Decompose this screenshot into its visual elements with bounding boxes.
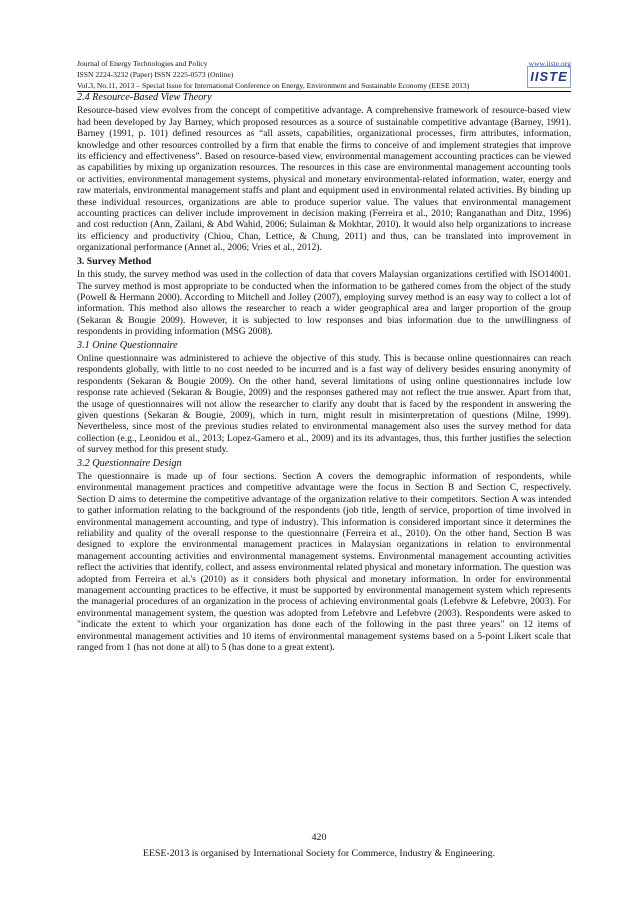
section-3-paragraph: In this study, the survey method was used in the collection of data that covers Malaysian organizations certified with ISO14001. The survey method is most appropriate to be conducted when the information to be gathered comes from the object of the study (Powell & Hermann 2000). According to Mitchell and Jolley (2007), employing survey method is an easy way to collect a lot of information. This method also allows the researcher to reach a wider geographical area and larger proportion of the group (Sekaran & Bougie 2009). However, it is subjected to low responses and bias information due to the unwillingness of respondents in providing information (MSG 2008). <box>77 269 571 338</box>
section-3-2-heading: 3.2 Questionnaire Design <box>77 457 182 469</box>
page-header <box>77 58 571 91</box>
journal-title: Journal of Energy Technologies and Policy <box>77 59 208 68</box>
volume-line: Vol.3, No.11, 2013 – Special Issue for International Conference on Energy, Environment and Sustainable Economy (EESE 2013) <box>77 81 470 90</box>
journal-url[interactable]: www.iiste.org <box>528 59 571 68</box>
section-2-4-heading: 2.4 Resource-Based View Theory <box>77 92 212 103</box>
iiste-logo: IISTE <box>527 66 571 88</box>
section-3-2-paragraph: The questionnaire is made up of four sections. Section A covers the demographic information of respondents, while environmental management practices and competitive advantage were the focus in Section B and Section C, respectively. Section D aims to determine the competitive advantage of the organization relative to their competitors. Section A was intended to gather information relating to the background of the respondents (job title, length of service, proportion of time involved in environmental management accounting, and type of industry). This information is considered important since it determines the reliability and quality of the overall response to the questionnaire (Ferreira et al., 2010). On the other hand, Section B was designed to explore the environmental management practices in Malaysian organizations in relation to environmental management accounting activities and environmental management systems. Environmental management accounting activities reflect the activities that identify, collect, and assess environmental related physical and monetary information. The question was adopted from Ferreira et al.'s (2010) as it considers both physical and monetary information. In order for environmental management accounting practices to be effective, it must be supported by environmental management system which represents the managerial procedures of an organization in the process of achieving environmental goals (Lefebvre & Lefebvre, 2003). For environmental management system, the question was adopted from Lefebvre and Lefebvre (2003). Respondents were asked to "indicate the extent to which your organization has done each of the following in the past three years" on 12 items of environmental management activities and 10 items of environmental management systems based on a 5-point Likert scale that ranged from 1 (has not done at all) to 5 (has done to a great extent). <box>77 471 571 654</box>
section-3-1-heading: 3.1 Onine Questionnaire <box>77 339 178 351</box>
page-number: 420 <box>311 832 327 843</box>
section-3-heading: 3. Survey Method <box>77 255 152 267</box>
issn-line: ISSN 2224-3232 (Paper) ISSN 2225-0573 (Online) <box>77 70 234 79</box>
footer-organiser: EESE-2013 is organised by International Society for Commerce, Industry & Engineering. <box>143 848 495 859</box>
section-3-1-paragraph: Online questionnaire was administered to achieve the objective of this study. This is because online questionnaires can reach respondents globally, with little to no cost needed to be incurred and is a fast way of delivery besides ensuring anonymity of respondents (Sekaran & Bougie 2009). On the other hand, several limitations of using online questionnaires include low response rate achieved (Sekaran & Bougie, 2009) and the responses gathered may not reflect the true answer. Apart from that, the usage of questionnaires will not allow the researcher to clarify any doubt that is faced by the respondent in answering the given questions (Sekaran & Bougie, 2009), which in turn, might result in misinterpretation of questions (Milne, 1999). Nevertheless, since most of the previous studies related to environmental management also uses the survey method for data collection (e.g., Leonidou et al., 2013; Lopez-Gamero et al., 2009) and its its advantages, thus, this further justifies the selection of survey method for this present study. <box>77 352 571 456</box>
section-2-4-paragraph: Resource-based view evolves from the concept of competitive advantage. A comprehensive framework of resource-based view had been developed by Jay Barney, which proposed resources as a source of sustainable competitive advantage (Barney, 1991). Barney (1991, p. 101) defined resources as “all assets, capabilities, organizational processes, firm attributes, information, knowledge and other resources controlled by a firm that enable the firms to conceive of and implement strategies that improve its efficiency and effectiveness”. Based on resource-based view, environmental management accounting practices can be viewed as capabilities by mixing up organization resources. The resources in this case are environmental management accounting tools or activities, environmental management systems, physical and monetary environmental-related information, water, energy and raw materials, environmental management staffs and plant and equipment used in environmental related activities. By binding up these individual resources, organizations are able to produce superior value. The values that environmental management accounting practices can deliver include improvement in decision making (Ferreira et al., 2010; Ranganathan and Ditz, 1996) and cost reduction (Ann, Zailani, & Abd Wahid, 2006; Sulaiman & Mokhtar, 2010). It would also help organizations to increase its efficiency and productivity (Chiou, Chan, Lettice, & Chung, 2011) and thus, can be translated into improvement in organizational performance (Annet al., 2006; Vries et al., 2012). <box>77 105 571 254</box>
article-body <box>77 92 571 656</box>
